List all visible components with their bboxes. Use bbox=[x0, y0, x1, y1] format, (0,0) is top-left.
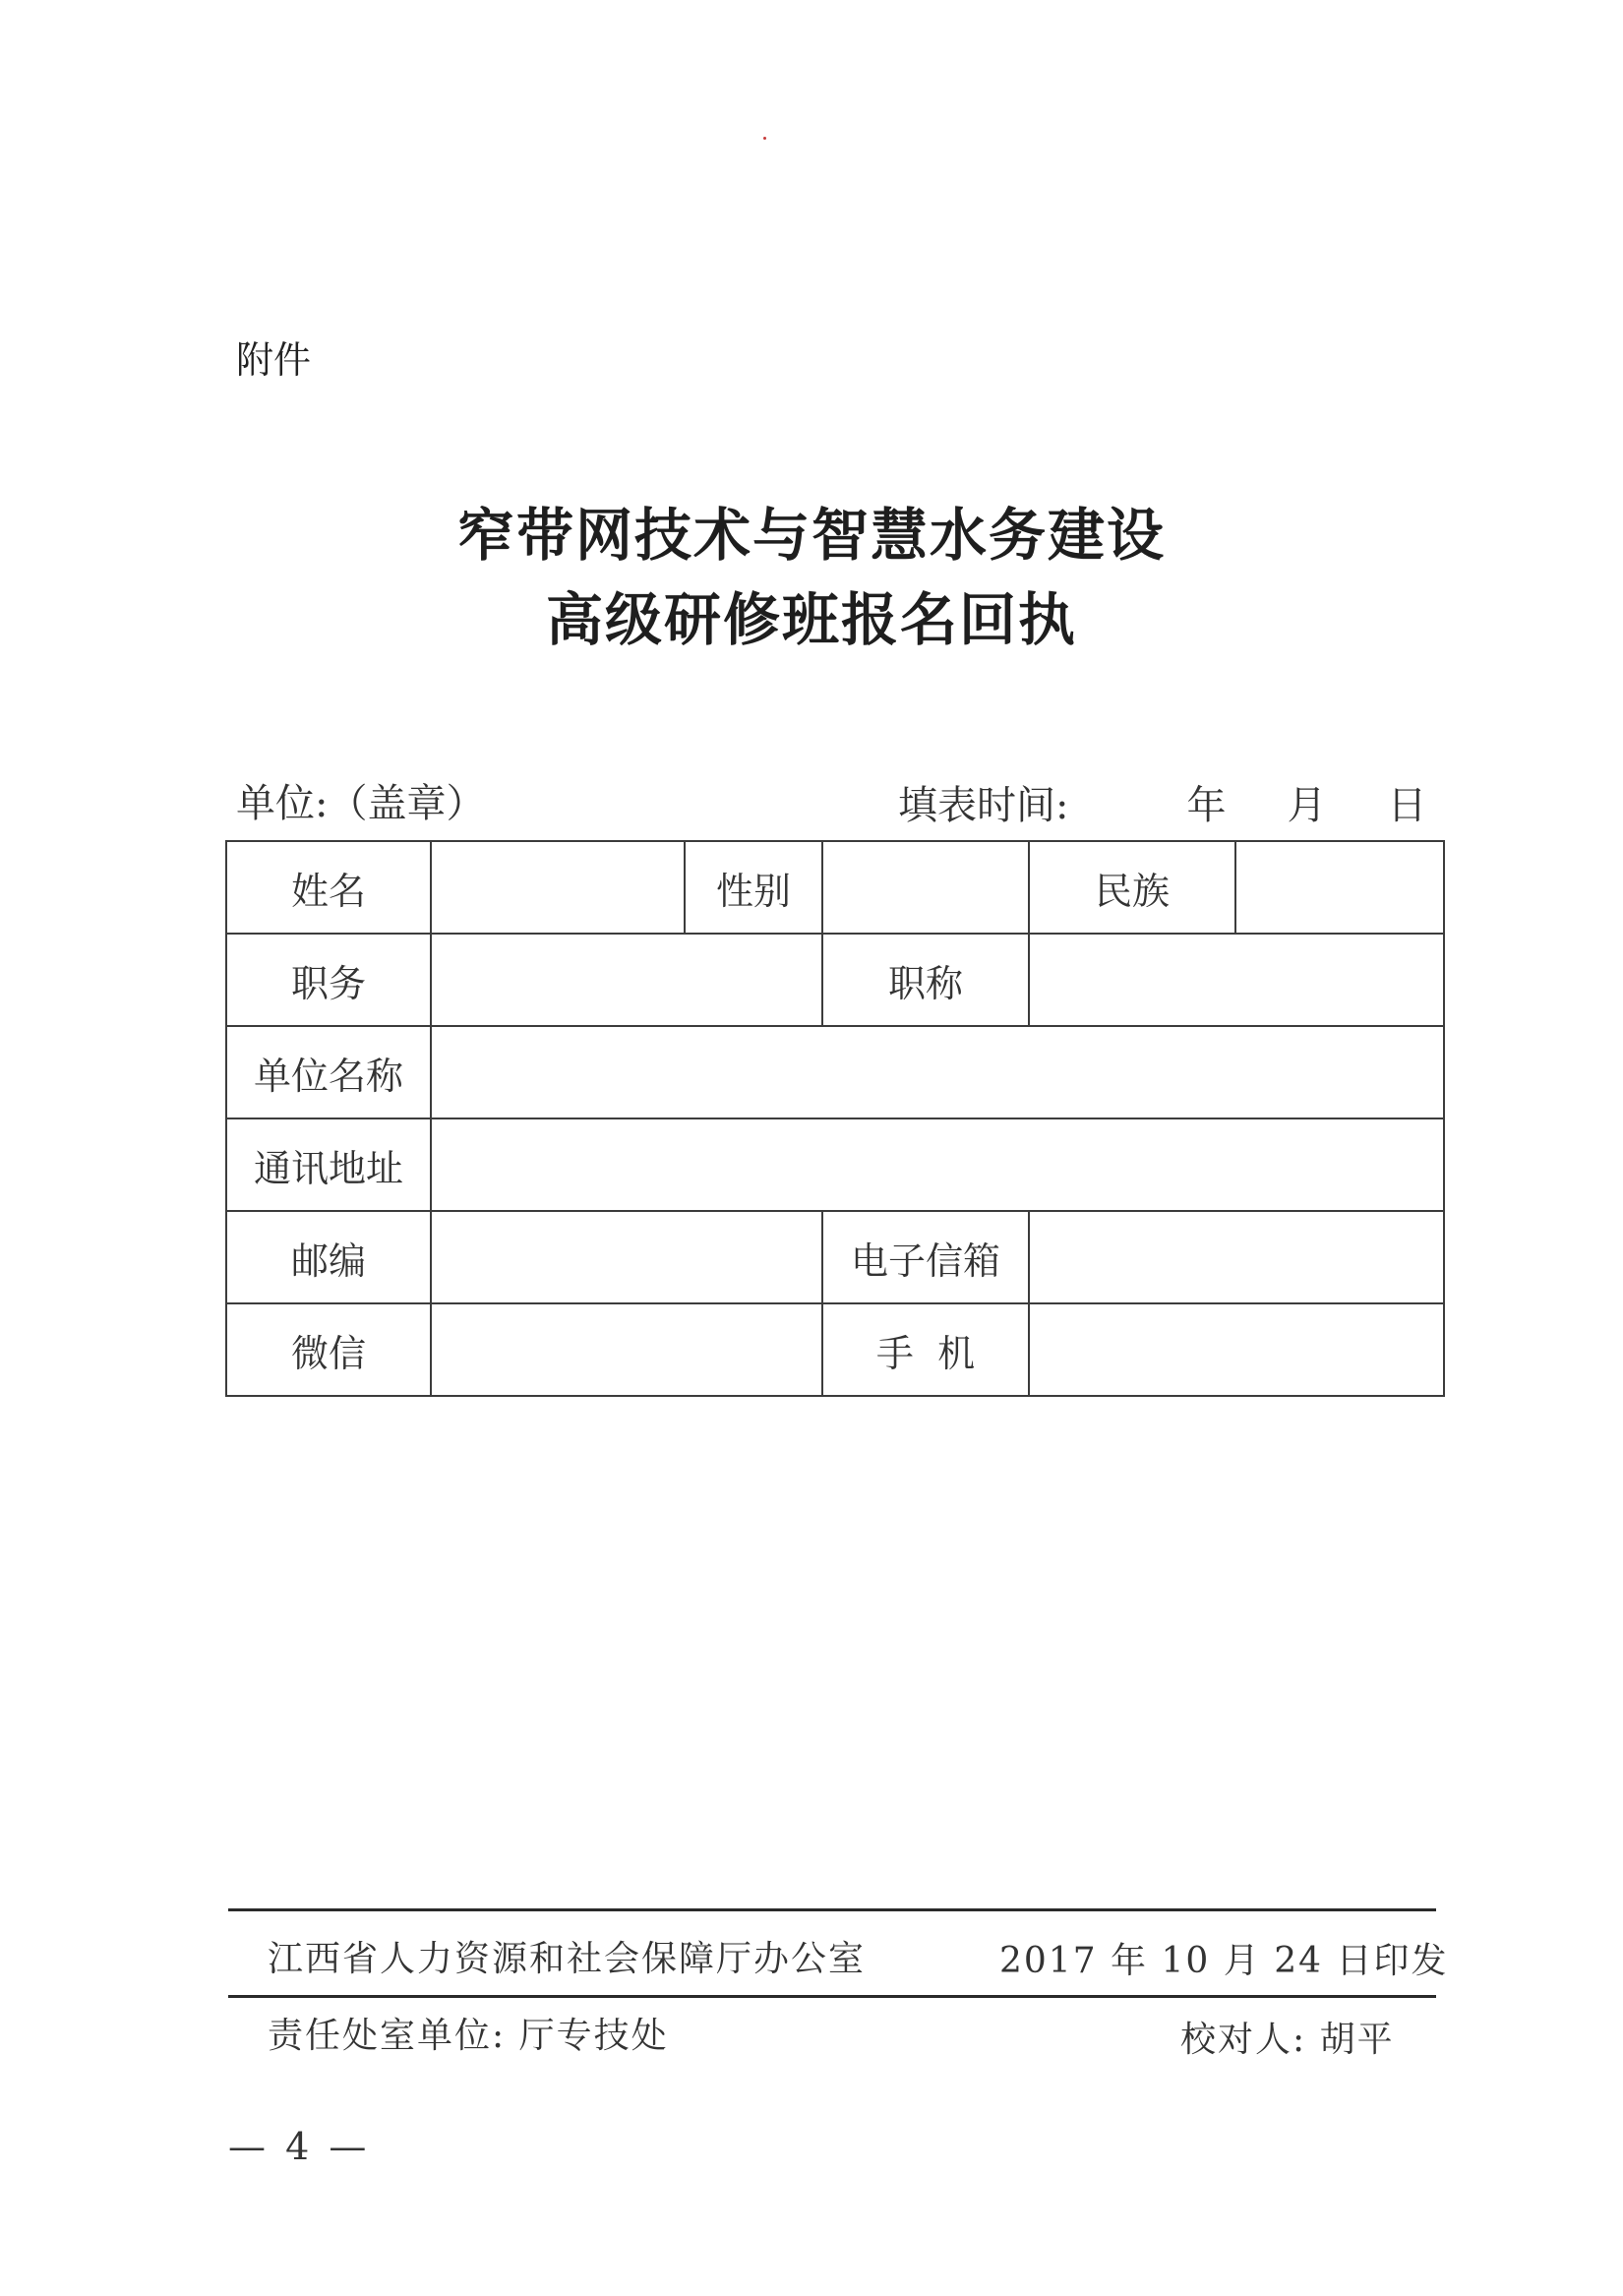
footer-rule-top bbox=[228, 1908, 1436, 1911]
fill-time-year: 年 bbox=[1186, 783, 1227, 828]
document-title-line-1: 窄带网技术与智慧水务建设 bbox=[456, 502, 1166, 569]
document-title-line-2: 高级研修班报名回执 bbox=[545, 586, 1077, 653]
fill-time-day: 日 bbox=[1387, 783, 1427, 828]
name-field[interactable] bbox=[431, 841, 685, 934]
org-name-field[interactable] bbox=[431, 1026, 1444, 1118]
wechat-label: 微信 bbox=[226, 1303, 431, 1396]
issued-date: 2017 年 10 月 24 日印发 bbox=[999, 1941, 1449, 1981]
ethnicity-label: 民族 bbox=[1029, 841, 1235, 934]
table-row bbox=[226, 1211, 1444, 1303]
fill-time-label: 填表时间: bbox=[898, 783, 1069, 828]
fill-time-month: 月 bbox=[1287, 783, 1327, 828]
responsible-department: 责任处室单位: 厅专技处 bbox=[268, 2016, 669, 2056]
name-label: 姓名 bbox=[226, 841, 431, 934]
footer-rule-bottom bbox=[228, 1995, 1436, 1998]
gender-field[interactable] bbox=[822, 841, 1029, 934]
registration-form-table bbox=[225, 840, 1445, 1397]
address-label: 通讯地址 bbox=[226, 1118, 431, 1211]
title-rank-label: 职称 bbox=[822, 934, 1029, 1026]
table-row bbox=[226, 841, 1444, 934]
position-label: 职务 bbox=[226, 934, 431, 1026]
mobile-label: 手 机 bbox=[822, 1303, 1029, 1396]
postcode-field[interactable] bbox=[431, 1211, 822, 1303]
fill-time-row bbox=[898, 774, 1426, 830]
email-label: 电子信箱 bbox=[822, 1211, 1029, 1303]
mobile-field[interactable] bbox=[1029, 1303, 1444, 1396]
unit-seal-label: 单位:（盖章） bbox=[236, 781, 486, 826]
proofreader: 校对人: 胡平 bbox=[1180, 2020, 1395, 2060]
issuer-office: 江西省人力资源和社会保障厅办公室 bbox=[268, 1939, 867, 1979]
page-number: — 4 — bbox=[228, 2125, 371, 2168]
address-field[interactable] bbox=[431, 1118, 1444, 1211]
table-row bbox=[226, 1303, 1444, 1396]
wechat-field[interactable] bbox=[431, 1303, 822, 1396]
position-field[interactable] bbox=[431, 934, 822, 1026]
table-row bbox=[226, 934, 1444, 1026]
ethnicity-field[interactable] bbox=[1235, 841, 1444, 934]
email-field[interactable] bbox=[1029, 1211, 1444, 1303]
scan-speck bbox=[763, 137, 766, 140]
title-rank-field[interactable] bbox=[1029, 934, 1444, 1026]
postcode-label: 邮编 bbox=[226, 1211, 431, 1303]
table-row bbox=[226, 1026, 1444, 1118]
gender-label: 性别 bbox=[685, 841, 822, 934]
table-row bbox=[226, 1118, 1444, 1211]
org-name-label: 单位名称 bbox=[226, 1026, 431, 1118]
attachment-label: 附件 bbox=[236, 338, 312, 382]
